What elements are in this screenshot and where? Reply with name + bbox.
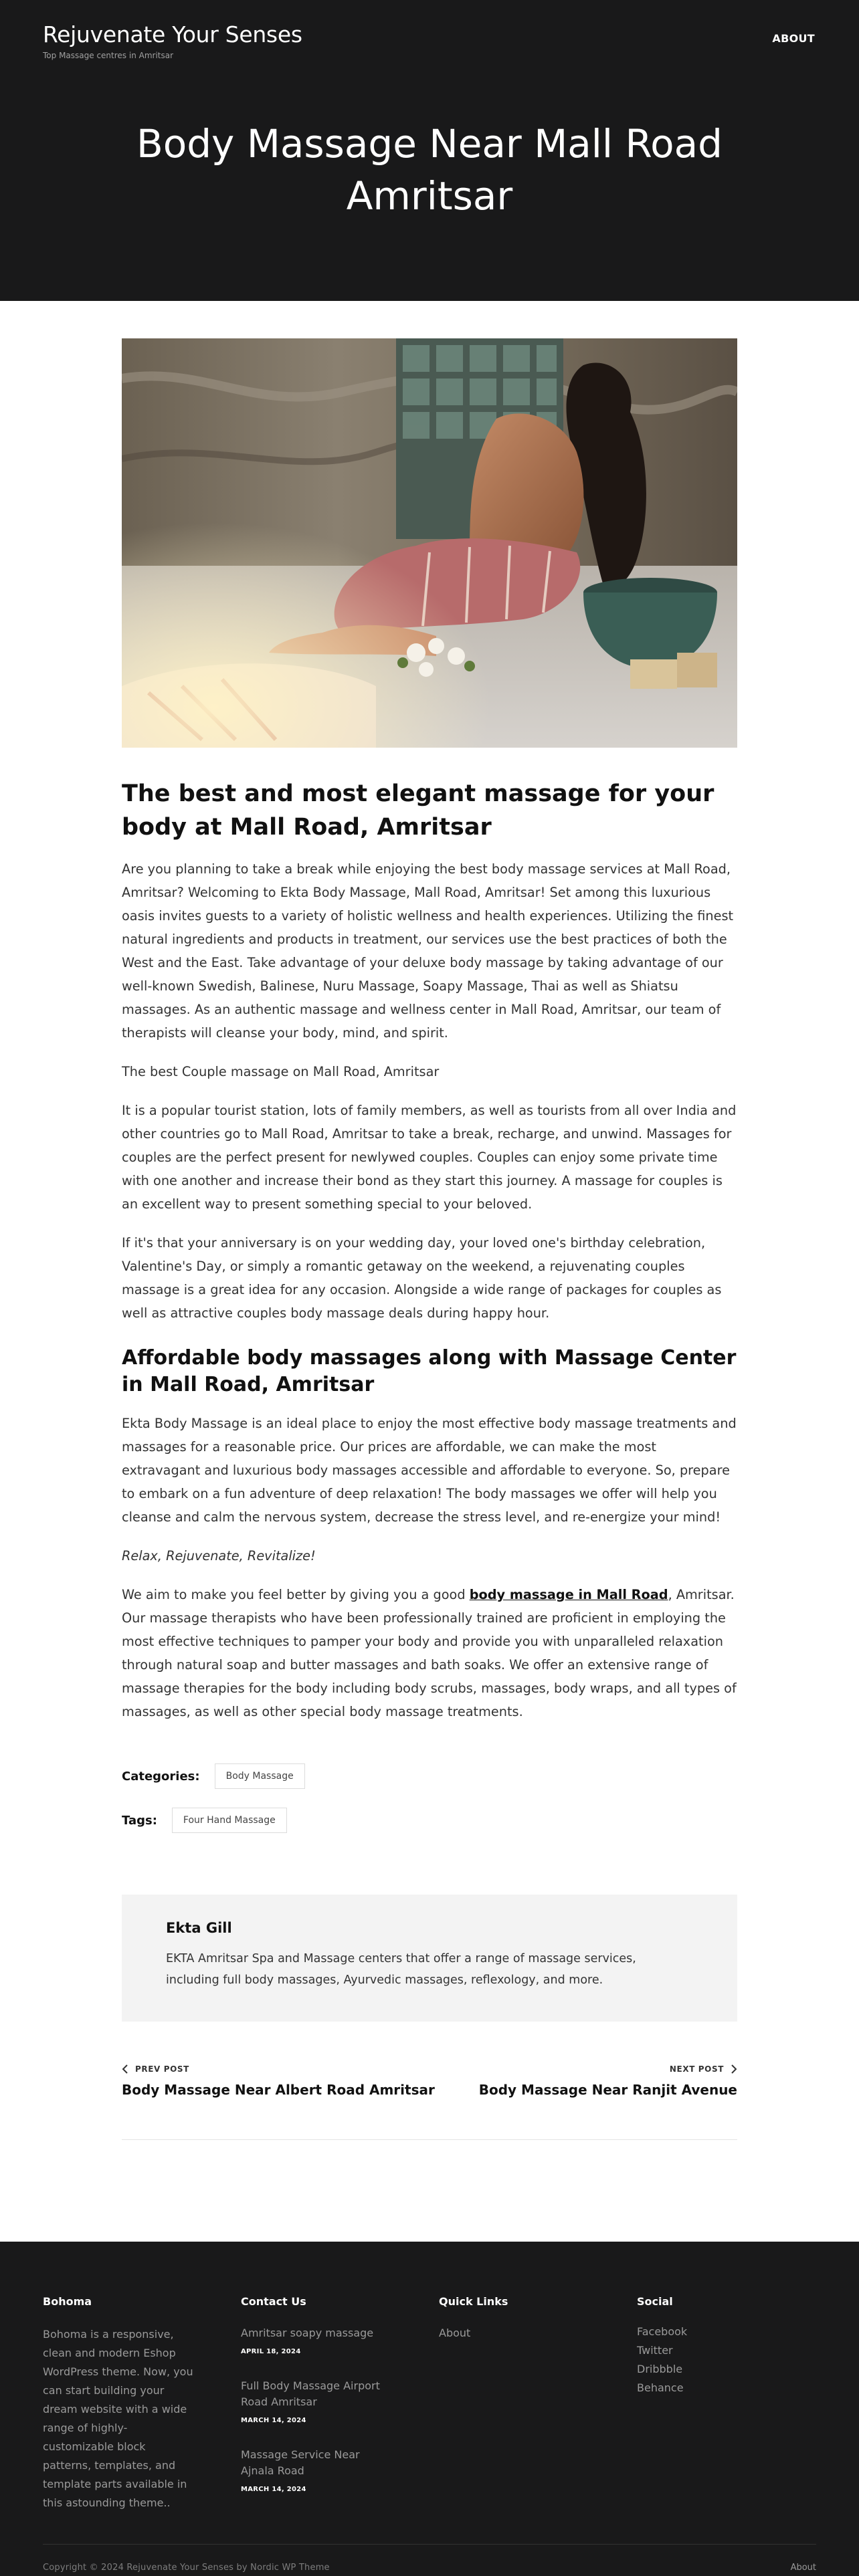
article-paragraph-italic — [122, 1544, 737, 1568]
content-divider — [122, 2139, 737, 2140]
site-title[interactable]: Rejuvenate Your Senses — [43, 21, 302, 47]
author-box — [122, 1895, 737, 2022]
article-heading: The best and most elegant massage for your body at Mall Road, Amritsar — [122, 780, 714, 841]
article-paragraph: Are you planning to take a break while enjoying the best body massage services at Mall Road, Amritsar? Welcoming to Ekta Body Massage, Mall Road, Amritsar! Set among this luxurious oasis invites guests to a variety of holistic wellness and health experiences. Utilizing the finest natural ingredients and products in treatment, our services use the best practices of both the West and the East. Take advantage of your deluxe body massage by taking advantage of our well-known Swedish, Balinese, Nuru Massage, Soapy Massage, Thai as well as Shiatsu massages. As an authentic massage and wellness center in Mall Road, Amritsar, our team of therapists will cleanse your body, mind, and spirit. — [122, 861, 734, 1041]
tags-label: Tags: — [122, 1813, 157, 1828]
footer-col-social — [637, 2295, 791, 2397]
chevron-left-icon — [122, 2064, 128, 2074]
nav-about-link[interactable]: ABOUT — [772, 32, 815, 45]
site-footer — [0, 2242, 859, 2576]
p7-after: , Amritsar. Our massage therapists who have been professionally trained are proficient in employing the most effective techniques to pamper your body and provide you with unparalleled relaxation through natural soap and butter massages and bath soaks. We offer an extensive range of massage therapies for the body including body scrubs, massages, body wraps, and all types of massages, as well as other special body massage treatments. — [122, 1587, 737, 1719]
prev-post-label: PREV POST — [135, 2064, 189, 2074]
tag-chip[interactable]: Four Hand Massage — [172, 1808, 287, 1833]
article — [122, 338, 737, 2140]
next-post-title[interactable]: Body Massage Near Ranjit Avenue — [478, 2082, 737, 2098]
categories-row — [122, 1763, 737, 1789]
footer-bottom-about-link[interactable]: About — [790, 2563, 816, 2573]
social-link-facebook[interactable]: Facebook — [637, 2325, 688, 2338]
article-paragraph: If it's that your anniversary is on your wedding day, your loved one's birthday celebration, Valentine's Day, or simply a romantic getaway on the weekend, a rejuvenating couples massage is a great idea for any occasion. Alongside a wide range of packages for couples as well as attractive couples body massage deals during happy hour. — [122, 1235, 722, 1321]
post-navigation — [122, 2064, 737, 2098]
featured-image — [122, 338, 737, 748]
article-paragraph: The best Couple massage on Mall Road, Amritsar — [122, 1064, 440, 1079]
footer-col-quick-links — [439, 2295, 593, 2341]
site-tagline: Top Massage centres in Amritsar — [43, 51, 174, 60]
footer-post-date: APRIL 18, 2024 — [241, 2348, 301, 2355]
footer-col-contact — [241, 2295, 395, 2493]
author-bio: EKTA Amritsar Spa and Massage centers that offer a range of massage services, including full body massages, Ayurvedic massages, reflexology, and more. — [166, 1952, 636, 1987]
footer-about-link[interactable]: About — [439, 2327, 471, 2339]
footer-col-about — [43, 2295, 197, 2512]
article-paragraph: Ekta Body Massage is an ideal place to enjoy the most effective body massage treatments and massages for a reasonable price. Our prices are affordable, we can make the most extravagant and luxurious body massages accessible and affordable to everyone. So, prepare to embark on a fun adventure of deep relaxation! The body massages we offer will help you cleanse and calm the nervous system, decrease the stress level, and re-energize your mind! — [122, 1416, 737, 1525]
copyright: Copyright © 2024 Rejuvenate Your Senses by Nordic WP Theme — [43, 2563, 330, 2573]
social-link-twitter[interactable]: Twitter — [637, 2344, 673, 2357]
footer-about-text: Bohoma is a responsive, clean and modern Eshop WordPress theme. Now, you can start building your dream website with a wide range of highly-customizable block patterns, templates, and template parts available in this astounding theme.. — [43, 2328, 193, 2509]
footer-col-title: Social — [637, 2295, 673, 2308]
categories-label: Categories: — [122, 1769, 200, 1784]
next-post-label: NEXT POST — [669, 2064, 724, 2074]
social-link-behance[interactable]: Behance — [637, 2381, 684, 2394]
footer-col-title: Quick Links — [439, 2295, 508, 2308]
footer-post-date: MARCH 14, 2024 — [241, 2417, 306, 2424]
footer-post-item — [241, 2378, 395, 2424]
tagline-emphasis: Relax, Rejuvenate, Revitalize! — [122, 1548, 316, 1564]
page-title: Body Massage Near Mall Road Amritsar — [136, 121, 723, 219]
footer-col-title: Contact Us — [241, 2295, 306, 2308]
next-post[interactable] — [479, 2064, 737, 2098]
footer-post-item — [241, 2325, 395, 2355]
article-subheading: Affordable body massages along with Massage Center in Mall Road, Amritsar — [122, 1346, 737, 1396]
article-paragraph — [122, 1583, 737, 1723]
social-list — [637, 2323, 791, 2397]
footer-post-link[interactable]: Amritsar soapy massage — [241, 2327, 374, 2339]
prev-post-title[interactable]: Body Massage Near Albert Road Amritsar — [122, 2082, 435, 2098]
next-post-kicker — [670, 2064, 737, 2074]
massage-photo-illustration — [122, 338, 737, 748]
footer-post-link[interactable]: Full Body Massage Airport Road Amritsar — [241, 2379, 380, 2408]
footer-post-date: MARCH 14, 2024 — [241, 2486, 306, 2493]
site-header — [0, 0, 859, 301]
article-paragraph: It is a popular tourist station, lots of family members, as well as tourists from all over India and other countries go to Mall Road, Amritsar to take a break, recharge, and unwind. Massages for couples are the perfect present for newlywed couples. Couples can enjoy some private time with one another and increase their bond as they start this journey. A massage for couples is an excellent way to present something special to your beloved. — [122, 1103, 737, 1212]
footer-post-item — [241, 2447, 395, 2493]
prev-post-kicker — [122, 2064, 435, 2074]
prev-post[interactable] — [122, 2064, 435, 2098]
social-link-dribbble[interactable]: Dribbble — [637, 2363, 683, 2375]
body-massage-link[interactable]: body massage in Mall Road — [469, 1587, 668, 1602]
author-name[interactable]: Ekta Gill — [166, 1920, 232, 1936]
chevron-right-icon — [731, 2064, 737, 2074]
footer-col-title: Bohoma — [43, 2295, 92, 2308]
category-chip[interactable]: Body Massage — [215, 1763, 305, 1789]
p7-before: We aim to make you feel better by giving you a good — [122, 1587, 470, 1602]
footer-post-link[interactable]: Massage Service Near Ajnala Road — [241, 2448, 360, 2477]
tags-row — [122, 1808, 737, 1833]
footer-divider — [43, 2544, 816, 2545]
